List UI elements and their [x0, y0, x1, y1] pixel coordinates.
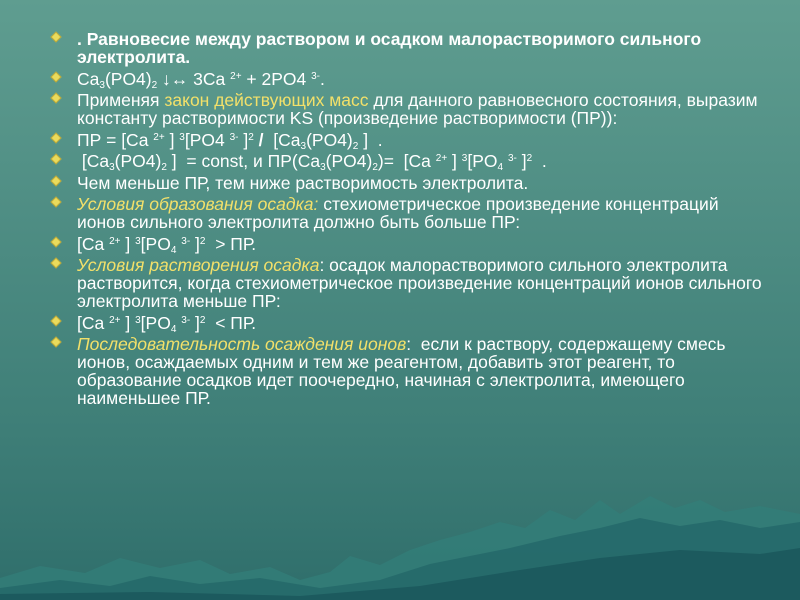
- list-item: [52, 195, 770, 231]
- diamond-bullet-icon: [50, 315, 61, 326]
- slide-heading: . Равновесие между раствором и осадком малорастворимого сильного электролита.: [77, 29, 707, 67]
- list-item: [52, 335, 770, 407]
- paragraph-text: Условия растворения осадка: осадок малорастворимого сильного электролита растворится, когда стехиометрическое произведение концентраций ионов сильного электролита меньше ПР:: [77, 255, 767, 311]
- formula: [$Ca_3(PO4)_2$ ] = const, и $ПР(Ca_3(PO4)_2)= [Ca$ $^{2+}$ ] $^3[PO_4$ $^{3-}$ ]$^2$ .: [77, 151, 547, 173]
- diamond-bullet-icon: [50, 31, 61, 42]
- formula: ПР = [Ca $^{2+}$ ] $^3$[PO4 $^{3-}$ ]$^2 / [Ca_3(PO4)_2$ ] .: [77, 129, 383, 152]
- diamond-bullet-icon: [50, 196, 61, 207]
- mountain-landscape-image: [0, 470, 800, 600]
- diamond-bullet-icon: [50, 236, 61, 247]
- formula: [Ca $^{2+}$ ] $^3[PO_4$ $^{3-}$ ]$^2$ > ПР.: [77, 233, 257, 256]
- list-item: [52, 312, 770, 335]
- paragraph-text: Применяя закон действующих масс для данного равновесного состояния, выразим константу растворимости KS (произведение растворимости (ПР)):: [77, 90, 763, 128]
- highlight-term: Последовательность осаждения ионов: [77, 334, 407, 354]
- diamond-bullet-icon: [50, 336, 61, 347]
- list-item: [52, 91, 770, 127]
- list-item: [52, 151, 770, 173]
- list-item: [52, 129, 770, 152]
- list-item: [52, 30, 770, 66]
- bullet-list: [52, 30, 770, 407]
- diamond-bullet-icon: [50, 92, 61, 103]
- diamond-bullet-icon: [50, 153, 61, 164]
- list-item: [52, 68, 770, 91]
- formula: [Ca $^{2+}$ ] $^3[PO_4$ $^{3-}$ ]$^2$ < ПР.: [77, 312, 257, 335]
- list-item: [52, 233, 770, 256]
- highlight-term: закон действующих масс: [164, 90, 369, 110]
- highlight-term: Условия растворения осадка: [77, 255, 320, 275]
- list-item: [52, 256, 770, 310]
- reaction-equation: $Ca_3(PO4)_2$ ↓↔ 3Ca $^{2+}$ + 2PO4 $^{3-}$.: [77, 68, 325, 91]
- diamond-bullet-icon: [50, 71, 61, 82]
- diamond-bullet-icon: [50, 175, 61, 186]
- diamond-bullet-icon: [50, 132, 61, 143]
- diamond-bullet-icon: [50, 257, 61, 268]
- paragraph-text: Чем меньше ПР, тем ниже растворимость электролита.: [77, 172, 529, 193]
- list-item: [52, 174, 770, 192]
- paragraph-text: Условия образования осадка: стехиометрическое произведение концентраций ионов сильного электролита должно быть больше ПР:: [77, 194, 724, 232]
- highlight-term: Условия образования осадка:: [77, 194, 319, 214]
- paragraph-text: Последовательность осаждения ионов: если к раствору, содержащему смесь ионов, осаждаемых одним и тем же реагентом, добавить этот реагент, то образование осадков идет поочередно, начиная с электролита, имеющего наименьшее ПР.: [77, 334, 731, 408]
- slide-content: [52, 30, 770, 411]
